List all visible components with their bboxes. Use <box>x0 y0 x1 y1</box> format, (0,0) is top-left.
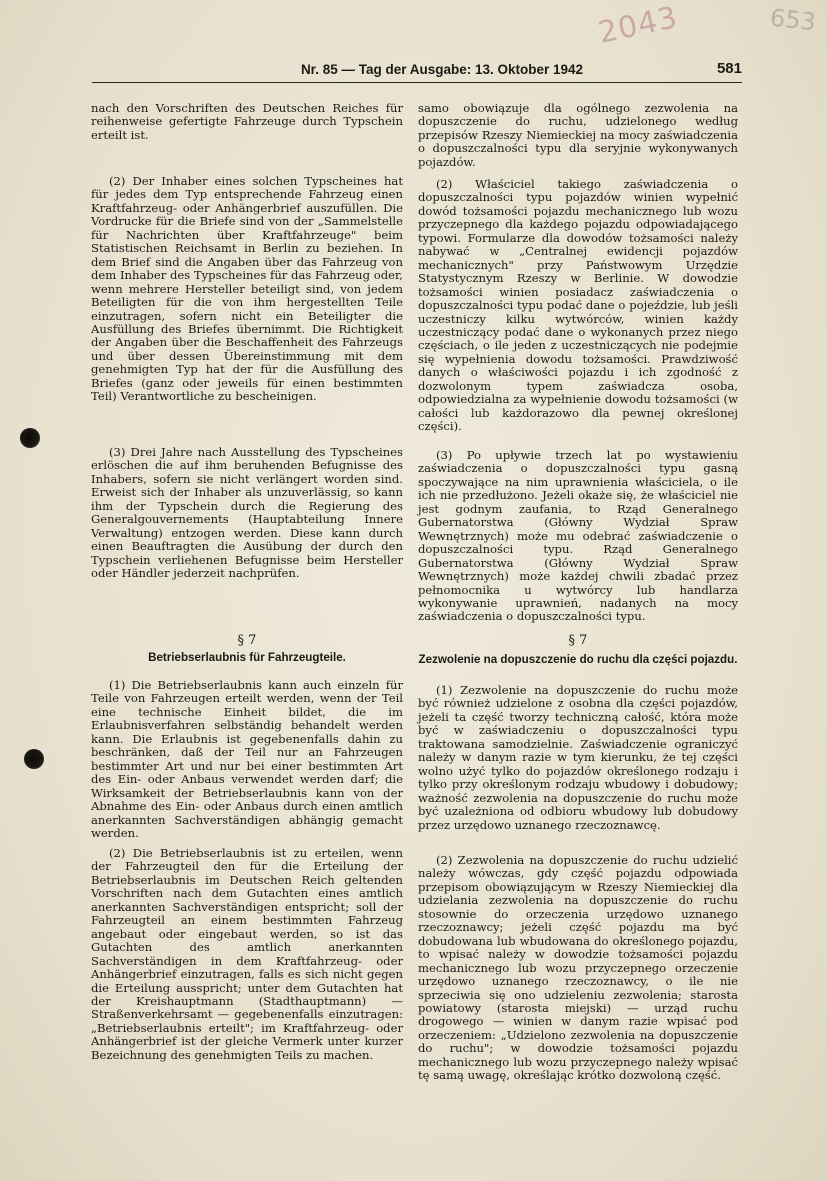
handwritten-note-page-number: 653 <box>768 3 818 37</box>
polish-paragraph-2: (2) Właściciel takiego zaświadczenia o dopuszczalności typu pojazdów winien wypełnić dowód tożsamości pojazdu mechanicznego lub wozu przyczepnego dla każdego pojazdu odpowiadającego typowi. Formularze dla dowodów tożsamości należy nabywać w „Centralnej ewidencji pojazdów mechanicznych" przy Państwowym Urzędzie Statystycznym Rzeszy w Berlinie. W dowodzie tożsamości winien posiadacz zaświadczenia o dopuszczalności typu podać dane o pojeździe, lub jeśli uczestniczy kilku wytwórców, winien każdy uczestniczący podać dane o wykonanych przez niego częściach, o ile jeden z uczestniczących nie podejmie się wypełnienia dowodu tożsamości. Prawdziwość danych o właściwości pojazdu i ich zgodność z dozwolonym typem zaświadcza osoba, odpowiedzialna za wypełnienie dowodu tożsamości (w całości lub każdorazowo dla pewnej określonej części). <box>418 177 738 434</box>
german-paragraph-continuation: nach den Vorschriften des Deutschen Reiches für reihenweise gefertigte Fahrzeuge durch Typschein erteilt ist. <box>91 101 403 142</box>
polish-paragraph-4: (1) Zezwolenie na dopuszczenie do ruchu może być również udzielone z osobna dla części pojazdów, jeżeli ta część tworzy techniczną całość, która może być w zaświadczeniu o dopuszczalności typu traktowana samodzielnie. Zaświadczenie ograniczyć należy w danym razie w tym kierunku, że tej części wolno użyć tylko do pojazdów określonego rodzaju i tylko przy określonym rodzaju wbudowy i dobudowy; ważność zezwolenia na dopuszczenie do ruchu może być uzależniona od odbioru wbudowy lub dobudowy przez urzędowo uznanego rzeczoznawcę. <box>418 683 738 832</box>
punch-hole-upper <box>20 428 40 448</box>
page-number: 581 <box>716 60 742 77</box>
issue-line: Nr. 85 — Tag der Ausgabe: 13. Oktober 1942 <box>300 62 584 77</box>
polish-paragraph-5: (2) Zezwolenia na dopuszczenie do ruchu udzielić należy wówczas, gdy część pojazdu odpowiada przepisom obowiązującym w Rzeszy Niemieckiej dla udzielania zezwolenia na dopuszczenie do ruchu stosownie do orzeczenia urzędowo uznanego rzeczoznawcy; jeżeli część pojazdu ma być dobudowana lub wbudowana do określonego pojazdu, to wpisać należy w dowodzie tożsamości pojazdu mechanicznego lub wozu przyczepnego orzeczenie urzędowo uznanego rzeczoznawcy, o ile nie sprzeciwia się ono udzieleniu zezwolenia; starosta powiatowy (starosta miejski) — urząd ruchu drogowego — winien w danym razie wpisać pod orzeczeniem: „Udzielono zezwolenia na dopuszczenie do ruchu"; w dowodzie tożsamości pojazdu mechanicznego lub wozu przyczepnego należy wpisać tę samą uwagę, określając krótko dozwoloną część. <box>418 853 738 1083</box>
polish-section-title: Zezwolenie na dopuszczenie do ruchu dla części pojazdu. <box>418 653 738 666</box>
german-paragraph-3: (3) Drei Jahre nach Ausstellung des Typscheines erlöschen die auf ihm beruhenden Befugnisse des Inhabers, sofern sie nicht verlängert worden sind. Erweist sich der Inhaber als unzuverlässig, so kann ihm der Typschein durch die Regierung des Generalgouvernements (Hauptabteilung Innere Verwaltung) entzogen werden. Diese kann durch einen Beauftragten die Ausübung der durch den Typschein verliehenen Befugnisse beim Hersteller oder Händler jederzeit nachprüfen. <box>91 445 403 581</box>
page-header <box>92 62 742 83</box>
german-paragraph-4: (1) Die Betriebserlaubnis kann auch einzeln für Teile von Fahrzeugen erteilt werden, wenn der Teil eine technische Einheit bildet, die im Erlaubnisverfahren selbständig behandelt werden kann. Die Erlaubnis ist gegebenenfalls dahin zu beschränken, daß der Teil nur an Fahrzeugen bestimmter Art und nur bei einer bestimmten Art des Ein- oder Anbaus verwendet werden darf; die Wirksamkeit der Betriebserlaubnis kann von der Abnahme des Ein- oder Anbaus durch einen amtlich anerkannten Sachverständigen abhängig gemacht werden. <box>91 678 403 840</box>
polish-section-number: § 7 <box>568 633 588 648</box>
german-section-number: § 7 <box>237 633 257 648</box>
german-paragraph-2: (2) Der Inhaber eines solchen Typscheines hat für jedes dem Typ entsprechende Fahrzeug einen Kraftfahrzeug- oder Anhängerbrief auszufüllen. Die Vordrucke für die Briefe sind von der „Sammelstelle für Nachrichten über Kraftfahrzeuge" beim Statistischen Reichsamt in Berlin zu beziehen. In dem Brief sind die Angaben über das Fahrzeug von dem Inhaber des Typscheines für das Fahrzeug oder, wenn mehrere Hersteller beteiligt sind, von jedem Beteiligten für die von ihm hergestellten Teile einzutragen, sofern nicht ein Beteiligter die Ausfüllung des Briefes übernimmt. Die Richtigkeit der Angaben über die Beschaffenheit des Fahrzeugs und über dessen Übereinstimmung mit dem genehmigten Typ hat der für die Ausfüllung des Briefes (ganz oder jeweils für einen bestimmten Teil) Verantwortliche zu bescheinigen. <box>91 174 403 404</box>
handwritten-note-archive-number: 2043 <box>595 0 682 51</box>
punch-hole-lower <box>24 749 44 769</box>
german-section-title: Betriebserlaubnis für Fahrzeugteile. <box>148 651 346 664</box>
polish-paragraph-continuation: samo obowiązuje dla ogólnego zezwolenia na dopuszczenie do ruchu, udzielonego według przepisów Rzeszy Niemieckiej na mocy zaświadczenia o dopuszczalności typu dla seryjnie wykonywanych pojazdów. <box>418 101 738 169</box>
german-paragraph-5: (2) Die Betriebserlaubnis ist zu erteilen, wenn der Fahrzeugteil den für die Erteilung der Betriebserlaubnis im Deutschen Reich geltenden Vorschriften nach dem Gutachten eines amtlich anerkannten Sachverständigen entspricht; soll der Fahrzeugteil an einem bestimmten Fahrzeug angebaut oder eingebaut werden, so ist das Gutachten des amtlich anerkannten Sachverständigen in dem Kraftfahrzeug- oder Anhängerbrief einzutragen, falls es sich nicht gegen die Erteilung ausspricht; unter dem Gutachten hat der Kreishauptmann (Stadthauptmann) — Straßenverkehrsamt — gegebenenfalls einzutragen: „Betriebserlaubnis erteilt"; im Kraftfahrzeug- oder Anhängerbrief ist der gleiche Vermerk unter kurzer Bezeichnung des genehmigten Teils zu machen. <box>91 846 403 1062</box>
polish-paragraph-3: (3) Po upływie trzech lat po wystawieniu zaświadczenia o dopuszczalności typu gasną spoczywające na nim uprawnienia właściciela, o ile ich nie przedłużono. Jeżeli okaże się, że właściciel nie jest godnym zaufania, to Rząd Generalnego Gubernatorstwa (Główny Wydział Spraw Wewnętrznych) może mu odebrać zaświadczenie o dopuszczalności typu. Rząd Generalnego Gubernatorstwa (Główny Wydział Spraw Wewnętrznych) może każdej chwili zbadać przez pełnomocnika u wytwórcy lub handlarza wykonywanie uprawnień, nadanych na mocy zaświadczenia o dopuszczalności typu. <box>418 448 738 624</box>
